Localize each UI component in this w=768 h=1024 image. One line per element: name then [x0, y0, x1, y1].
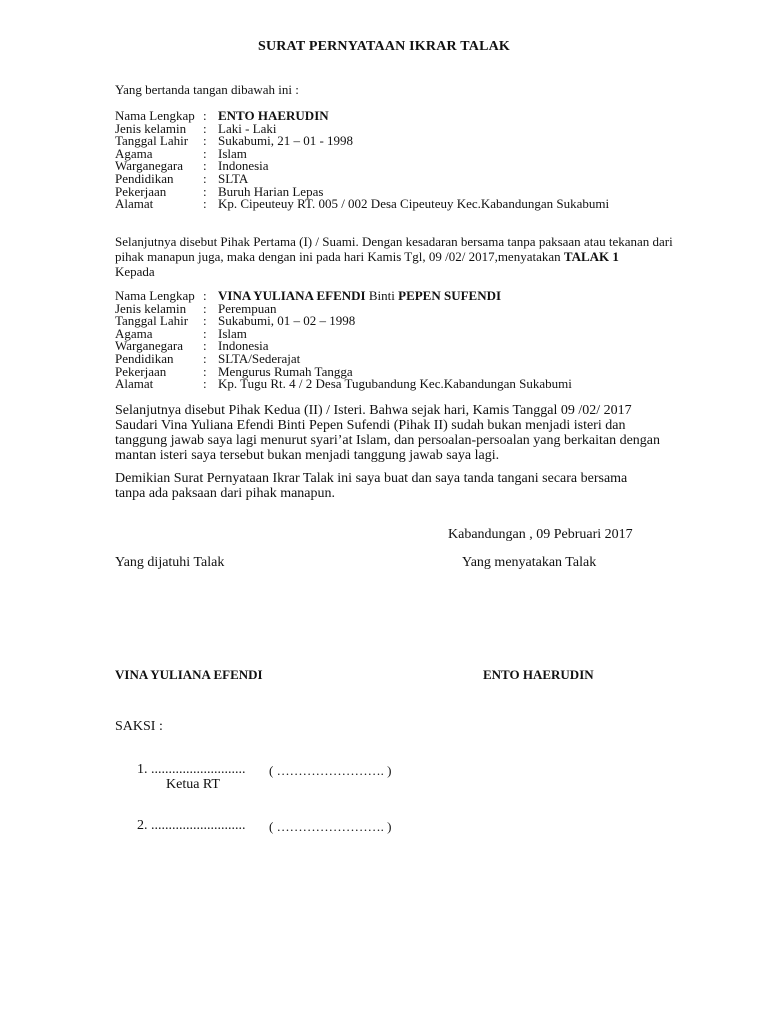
- party2-row-birth: [115, 315, 572, 328]
- left-signer-name: VINA YULIANA EFENDI: [115, 667, 263, 682]
- witness-1-role: Ketua RT: [166, 777, 220, 792]
- paragraph-line: tanggung jawab saya lagi menurut syari’at Islam, dan persoalan-persoalan yang berkaitan dengan: [115, 433, 661, 448]
- field-value: Sukabumi, 21 – 01 - 1998: [218, 133, 354, 149]
- colon: :: [203, 183, 207, 199]
- field-label: Tanggal Lahir: [115, 313, 189, 329]
- field-label: Warganegara: [115, 158, 184, 174]
- field-label: Pekerjaan: [115, 363, 167, 379]
- field-value: Islam: [218, 325, 247, 341]
- colon: :: [203, 196, 207, 212]
- statement-text: pihak manapun juga, maka dengan ini pada hari Kamis Tgl, 09 /02/ 2017,menyatakan: [115, 249, 561, 264]
- field-label: Nama Lengkap: [115, 108, 195, 123]
- party2-name: VINA YULIANA EFENDI: [218, 288, 366, 303]
- paragraph-line: Saudari Vina Yuliana Efendi Binti Pepen Sufendi (Pihak II) sudah bukan menjadi isteri dan: [115, 418, 626, 433]
- party2-row-nationality: [115, 340, 572, 353]
- field-label: Nama Lengkap: [115, 288, 195, 303]
- witness-2-line: 2. ...........................: [137, 818, 246, 833]
- paragraph-line: Kepada: [115, 264, 155, 279]
- paragraph-closing: [115, 471, 627, 501]
- field-label: Tanggal Lahir: [115, 133, 189, 149]
- field-label: Jenis kelamin: [115, 120, 187, 136]
- paragraph-line: tanpa ada paksaan dari pihak manapun.: [115, 486, 336, 501]
- party2-identity-table: [115, 290, 572, 391]
- party1-identity-table: [115, 110, 609, 211]
- paragraph-party1-statement: [115, 234, 673, 279]
- field-label: Jenis kelamin: [115, 300, 187, 316]
- field-value: Kp. Cipeuteuy RT. 005 / 002 Desa Cipeuteuy Kec.Kabandungan Sukabumi: [218, 196, 610, 212]
- field-value: Perempuan: [218, 300, 277, 316]
- party2-row-address: [115, 378, 572, 391]
- place-date: Kabandungan , 09 Pebruari 2017: [448, 527, 633, 542]
- intro-text: Yang bertanda tangan dibawah ini :: [115, 82, 299, 97]
- field-label: Pendidikan: [115, 170, 174, 186]
- colon: :: [203, 300, 207, 316]
- colon: :: [203, 108, 207, 123]
- paragraph-line: Selanjutnya disebut Pihak Pertama (I) / Suami. Dengan kesadaran bersama tanpa paksaan atau tekanan dari: [115, 234, 673, 249]
- field-label: Agama: [115, 145, 153, 161]
- field-value: Islam: [218, 145, 247, 161]
- field-label: Agama: [115, 325, 153, 341]
- field-label: Pekerjaan: [115, 183, 167, 199]
- colon: :: [203, 313, 207, 329]
- party1-row-education: [115, 173, 609, 186]
- colon: :: [203, 145, 207, 161]
- right-signer-name: ENTO HAERUDIN: [483, 667, 594, 682]
- field-label: Alamat: [115, 196, 154, 212]
- field-label: Alamat: [115, 376, 154, 392]
- field-value: Kp. Tugu Rt. 4 / 2 Desa Tugubandung Kec.Kabandungan Sukabumi: [218, 376, 572, 392]
- field-value: Buruh Harian Lepas: [218, 183, 324, 199]
- colon: :: [203, 170, 207, 186]
- party2-row-religion: [115, 328, 572, 341]
- paragraph-party2-statement: [115, 403, 660, 463]
- party1-row-gender: [115, 123, 609, 136]
- colon: :: [203, 376, 207, 392]
- field-value: Indonesia: [218, 158, 269, 174]
- field-value: Indonesia: [218, 338, 269, 354]
- field-value: SLTA: [218, 170, 249, 186]
- witness-2-paren: ( ……………………. ): [269, 819, 392, 834]
- binti-text: Binti: [368, 288, 395, 303]
- colon: :: [203, 158, 207, 174]
- party1-row-religion: [115, 148, 609, 161]
- field-value: Laki - Laki: [218, 120, 277, 136]
- document-title: SURAT PERNYATAAN IKRAR TALAK: [257, 39, 511, 54]
- paragraph-line: mantan isteri saya tersebut bukan menjadi tanggung jawab saya lagi.: [115, 448, 500, 463]
- paragraph-line: Demikian Surat Pernyataan Ikrar Talak ini saya buat dan saya tanda tangani secara bersama: [115, 471, 628, 486]
- field-value: Mengurus Rumah Tangga: [218, 363, 353, 379]
- party1-name-value: ENTO HAERUDIN: [218, 108, 329, 123]
- talak-emphasis: TALAK 1: [563, 249, 619, 264]
- colon: :: [203, 350, 207, 366]
- colon: :: [203, 325, 207, 341]
- colon: :: [203, 120, 207, 136]
- colon: :: [203, 133, 207, 149]
- paragraph-line: Selanjutnya disebut Pihak Kedua (II) / Isteri. Bahwa sejak hari, Kamis Tanggal 09 /02/ 2017: [115, 403, 632, 418]
- party2-father-name: PEPEN SUFENDI: [398, 288, 502, 303]
- field-value: Sukabumi, 01 – 02 – 1998: [218, 313, 356, 329]
- party1-row-birth: [115, 135, 609, 148]
- left-signature-caption: Yang dijatuhi Talak: [115, 555, 225, 570]
- party1-row-address: [115, 198, 609, 211]
- colon: :: [203, 363, 207, 379]
- witness-1-paren: ( ……………………. ): [269, 763, 392, 778]
- field-value: SLTA/Sederajat: [218, 350, 301, 366]
- field-label: Warganegara: [115, 338, 184, 354]
- witness-1-line: 1. ...........................: [137, 762, 246, 777]
- party1-row-nationality: [115, 160, 609, 173]
- right-signature-caption: Yang menyatakan Talak: [462, 555, 597, 570]
- party1-row-name: [115, 110, 609, 123]
- paragraph-line: [115, 249, 673, 264]
- colon: :: [203, 338, 207, 354]
- field-label: Pendidikan: [115, 350, 174, 366]
- saksi-label: SAKSI :: [115, 719, 163, 734]
- colon: :: [203, 288, 207, 303]
